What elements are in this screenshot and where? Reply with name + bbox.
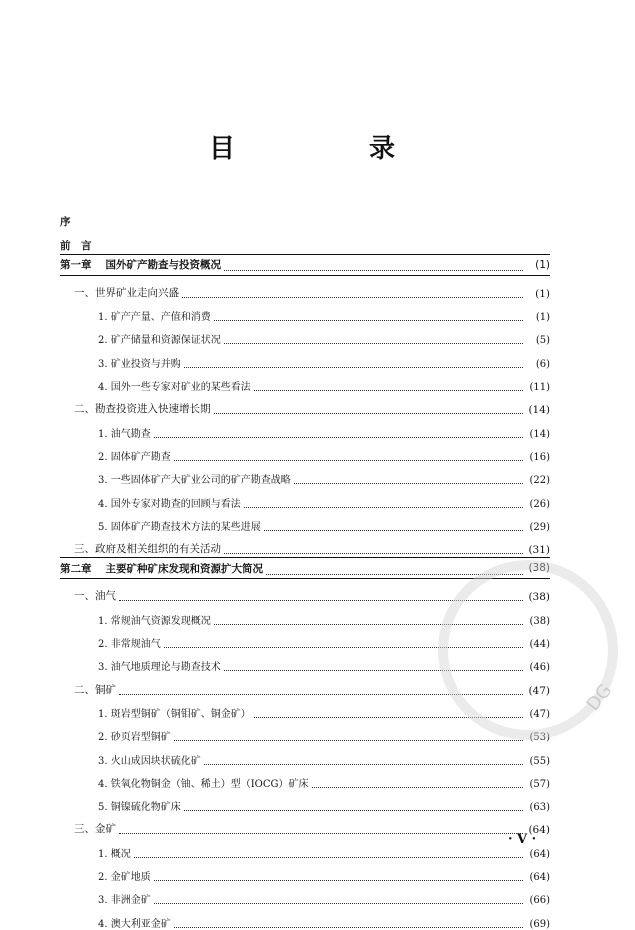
chapter-number: 第二章: [60, 562, 92, 575]
toc-foreword[interactable]: [60, 229, 550, 252]
toc-section-row[interactable]: [60, 813, 550, 836]
toc-page-number: (64): [528, 824, 550, 837]
toc-item-row[interactable]: [60, 323, 550, 346]
toc-entry-label: 4. 国外专家对勘查的回顾与看法: [98, 498, 241, 510]
toc-page-number: (66): [529, 895, 550, 907]
dot-leader: [154, 891, 523, 904]
dot-leader: [264, 518, 523, 531]
toc-page-number: (53): [529, 732, 550, 744]
toc-page-number: (55): [529, 755, 550, 767]
toc-entry-label: 4. 澳大利亚金矿: [98, 918, 171, 930]
toc-item-row[interactable]: [60, 883, 550, 906]
toc-item-row[interactable]: [60, 860, 550, 883]
toc-foreword-label: 前 言: [60, 239, 92, 252]
dot-leader: [154, 868, 523, 881]
page-title: 目 录: [208, 134, 449, 164]
toc-chapter-row[interactable]: [60, 254, 550, 276]
dot-leader: [154, 425, 523, 438]
dot-leader: [214, 401, 524, 414]
toc-entry-label: 3. 非洲金矿: [98, 895, 151, 907]
toc-preface-label: 序: [60, 216, 71, 229]
toc-entry-label: 2. 金矿地质: [98, 872, 151, 884]
toc-page-number: (69): [529, 918, 550, 930]
toc-entry-label: 2. 固体矿产勘查: [98, 451, 171, 463]
dot-leader: [312, 775, 523, 788]
toc-item-row[interactable]: [60, 440, 550, 463]
dot-leader: [134, 845, 523, 858]
toc-page-number: (14): [528, 404, 550, 417]
toc-page-number: (38): [528, 562, 550, 575]
toc-entry-label: 三、政府及相关组织的有关活动: [74, 543, 221, 556]
dot-leader: [214, 308, 523, 321]
toc-entry-label: 4. 铁氧化物铜金（铀、稀土）型（IOCG）矿床: [98, 778, 309, 790]
dot-leader: [224, 331, 523, 344]
toc-page-number: (44): [529, 639, 550, 651]
toc-page-number: (5): [535, 335, 550, 347]
toc-page-number: (64): [529, 848, 550, 860]
toc-item-row[interactable]: [60, 790, 550, 813]
dot-leader: [224, 541, 523, 554]
toc-entry-label: 一、油气: [74, 590, 116, 603]
toc-entry-label: 5. 铜镍硫化物矿床: [98, 802, 181, 814]
toc-entry-label: 1. 常规油气资源发现概况: [98, 615, 211, 627]
toc-page-number: (16): [529, 451, 550, 463]
dot-leader: [224, 258, 523, 271]
toc-entry-label: 二、勘查投资进入快速增长期: [74, 403, 211, 416]
toc-page-number: (38): [529, 615, 550, 627]
toc-item-row[interactable]: [60, 463, 550, 486]
chapter-number: 第一章: [60, 259, 92, 272]
toc-preface[interactable]: [60, 206, 550, 229]
toc-item-row[interactable]: [60, 906, 550, 929]
toc-entry-label: 4. 国外一些专家对矿业的某些看法: [98, 382, 251, 394]
toc-item-row[interactable]: [60, 300, 550, 323]
toc-page-number: (26): [529, 498, 550, 510]
toc-page-number: (22): [529, 475, 550, 487]
toc-item-row[interactable]: [60, 510, 550, 533]
toc-entry-label: 主要矿种矿床发现和资源扩大简况: [105, 562, 263, 575]
toc-entry-label: 二、铜矿: [74, 683, 116, 696]
toc-page-number: (11): [529, 382, 550, 394]
toc-item-row[interactable]: [60, 743, 550, 766]
toc-entry-label: 1. 斑岩型铜矿（铜钼矿、铜金矿）: [98, 708, 251, 720]
toc-entry-label: 5. 固体矿产勘查技术方法的某些进展: [98, 521, 261, 533]
toc-entry-label: 2. 砂页岩型铜矿: [98, 732, 171, 744]
toc-page-number: (6): [535, 358, 550, 370]
toc-item-row[interactable]: [60, 767, 550, 790]
watermark-text: DG: [582, 680, 617, 716]
dot-leader: [184, 355, 523, 368]
toc-entry-label: 3. 矿业投资与并购: [98, 358, 181, 370]
toc-page-number: (1): [535, 258, 550, 271]
toc-page-number: (57): [529, 778, 550, 790]
dot-leader: [174, 728, 523, 741]
toc-page-number: (14): [529, 428, 550, 440]
dot-leader: [119, 821, 523, 834]
toc-page-number: (1): [535, 287, 550, 300]
toc-item-row[interactable]: [60, 346, 550, 369]
dot-leader: [244, 495, 523, 508]
toc-entry-label: 2. 非常规油气: [98, 639, 161, 651]
table-of-contents: [60, 206, 550, 930]
toc-entry-label: 3. 油气地质理论与勘查技术: [98, 662, 221, 674]
dot-leader: [254, 378, 523, 391]
toc-page-number: (46): [529, 662, 550, 674]
toc-item-row[interactable]: [60, 416, 550, 439]
toc-page-number: (47): [528, 684, 550, 697]
toc-entry-label: 3. 一些固体矿产大矿业公司的矿产勘查战略: [98, 475, 291, 487]
dot-leader: [204, 752, 523, 765]
toc-page-number: (63): [529, 802, 550, 814]
toc-section-row[interactable]: [60, 277, 550, 300]
dot-leader: [174, 915, 523, 928]
toc-entry-label: 2. 矿产储量和资源保证状况: [98, 335, 221, 347]
toc-entry-label: 3. 火山成因块状硫化矿: [98, 755, 201, 767]
toc-entry-label: 1. 油气勘查: [98, 428, 151, 440]
toc-page-number: (31): [528, 544, 550, 557]
toc-page-number: (1): [535, 312, 550, 324]
toc-section-row[interactable]: [60, 393, 550, 416]
toc-item-row[interactable]: [60, 486, 550, 509]
dot-leader: [174, 448, 523, 461]
toc-item-row[interactable]: [60, 836, 550, 859]
dot-leader: [184, 798, 523, 811]
toc-entry-label: 1. 矿产产量、产值和消费: [98, 312, 211, 324]
toc-page-number: (64): [529, 872, 550, 884]
toc-item-row[interactable]: [60, 370, 550, 393]
toc-page-number: (47): [529, 708, 550, 720]
dot-leader: [182, 285, 523, 298]
toc-entry-label: 1. 概况: [98, 848, 131, 860]
toc-entry-label: 国外矿产勘查与投资概况: [105, 259, 221, 272]
toc-page-number: (38): [528, 591, 550, 604]
dot-leader: [294, 471, 523, 484]
toc-entry-label: 三、金矿: [74, 823, 116, 836]
toc-page-number: (29): [529, 521, 550, 533]
toc-section-row[interactable]: [60, 533, 550, 556]
page-number: · V ·: [508, 832, 537, 847]
toc-entry-label: 一、世界矿业走向兴盛: [74, 286, 179, 299]
